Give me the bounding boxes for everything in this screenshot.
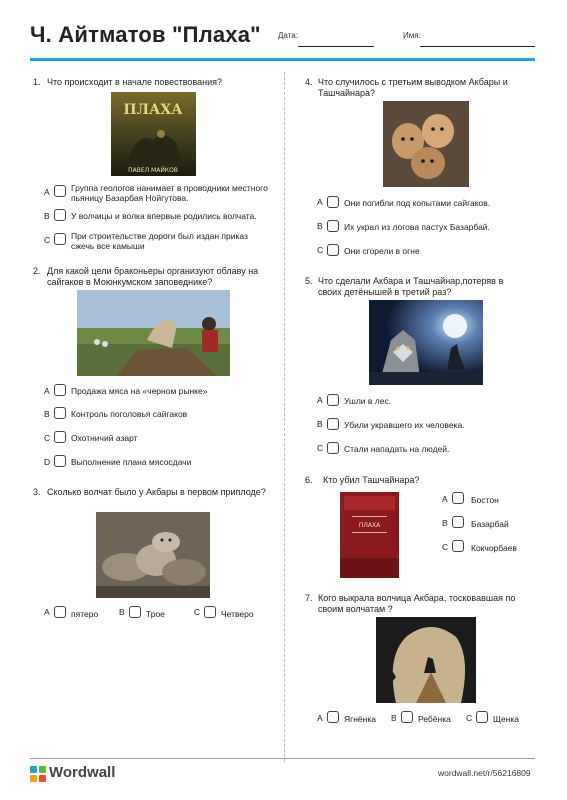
book-cover-image [111,92,196,176]
q1-option-a-letter: A [44,187,50,197]
page-title: Ч. Айтматов "Плаха" [30,22,261,47]
wordwall-logo-icon [30,766,46,782]
book-cover-small-image [340,492,399,578]
q7-option-a-checkbox[interactable] [327,711,339,723]
q6-option-c-text: Кокчорбаев [471,543,517,553]
question-2-number: 2. [33,266,41,276]
q1-option-b-text: У волчицы и волка впервые родились волчата. [71,211,257,221]
q4-option-c-text: Они сгорели в огне [344,246,420,256]
question-6-number: 6. [305,475,313,485]
q2-option-c-checkbox[interactable] [54,431,66,443]
q2-option-d-text: Выполнение плана мясосдачи [71,457,192,467]
wolf-pups-photo [96,512,210,598]
q4-option-c-letter: C [317,245,324,255]
wordwall-logo-text: Wordwall [49,764,116,781]
q4-option-a-text: Они погибли под копытами сайгаков. [344,198,491,208]
q2-option-d-checkbox[interactable] [54,455,66,467]
q3-option-c-checkbox[interactable] [204,606,216,618]
q3-option-b-text: Трое [146,609,165,619]
q2-option-c-text: Охотничий азарт [71,433,138,443]
q7-option-c-letter: C [466,713,473,723]
q4-option-c-checkbox[interactable] [327,244,339,256]
q3-option-b-letter: B [119,607,125,617]
name-field[interactable] [420,46,535,47]
book-cover-author: ПАВЕЛ МАЙКОВ [128,167,178,174]
header-accent-bar [30,58,535,61]
q7-option-c-checkbox[interactable] [476,711,488,723]
q7-option-a-letter: A [317,713,323,723]
q1-option-c-letter: C [44,235,51,245]
q1-option-c-text: При строительстве дороги был издан приказ сжечь все камыши [71,231,248,251]
q6-option-c-checkbox[interactable] [452,540,464,552]
footer-divider [30,758,535,759]
q2-option-a-text: Продажа мяса на «черном рынке» [71,386,208,396]
q4-option-b-text: Их украл из логова пастух Базарбай. [344,222,490,232]
question-1-number: 1. [33,77,41,87]
q6-option-a-checkbox[interactable] [452,492,464,504]
q6-option-a-text: Бостон [471,495,499,505]
q5-option-c-text: Стали нападать на людей. [344,444,450,454]
book-cover-small-title: ПЛАХА [358,522,381,529]
wolf-silhouette-image [376,617,476,703]
q2-option-a-letter: A [44,386,50,396]
q3-option-a-checkbox[interactable] [54,606,66,618]
q5-option-b-checkbox[interactable] [327,418,339,430]
date-field[interactable] [298,46,374,47]
question-4-number: 4. [305,77,313,87]
q7-option-a-text: Ягнёнка [344,714,376,724]
q7-option-b-letter: B [391,713,397,723]
q5-option-a-letter: A [317,395,323,405]
q7-option-c-text: Щенка [493,714,520,724]
question-5-number: 5. [305,276,313,286]
question-2-text: Для какой цели браконьеры организуют облаву на сайгаков в Моюнкумском заповеднике? [47,266,259,287]
q4-option-a-letter: A [317,197,323,207]
q2-option-c-letter: C [44,433,51,443]
q7-option-b-checkbox[interactable] [401,711,413,723]
column-divider [284,72,285,762]
q6-option-b-letter: B [442,518,448,528]
q2-option-b-letter: B [44,409,50,419]
footer-url[interactable]: wordwall.net/r/56216809 [438,768,531,778]
q6-option-b-text: Базарбай [471,519,509,529]
question-7-text: Кого выкрала волчица Акбара, тосковавшая по своим волчатам ? [318,593,516,614]
q6-option-c-letter: C [442,542,449,552]
question-7-number: 7. [305,593,313,603]
q5-option-c-checkbox[interactable] [327,442,339,454]
q1-option-c-checkbox[interactable] [54,233,66,245]
wolf-cubs-photo [383,101,469,187]
q1-option-a-text: Группа геологов нанимает в проводники местного пьяницу Базарбая Нойгутова. [71,183,268,203]
q4-option-a-checkbox[interactable] [327,196,339,208]
wolves-moon-photo [369,300,483,385]
q2-option-a-checkbox[interactable] [54,384,66,396]
question-6-text: Кто убил Ташчайнара? [323,475,420,485]
q2-option-d-letter: D [44,457,51,467]
q6-option-b-checkbox[interactable] [452,516,464,528]
q5-option-b-letter: B [317,419,323,429]
q3-option-a-letter: A [44,607,50,617]
q6-option-a-letter: A [442,494,448,504]
question-4-text: Что случилось с третьим выводком Акбары и Ташчайнара? [318,77,508,98]
q5-option-a-checkbox[interactable] [327,394,339,406]
q7-option-b-text: Ребёнка [418,714,451,724]
q1-option-a-checkbox[interactable] [54,185,66,197]
name-label: Имя: [403,31,421,40]
q5-option-b-text: Убили укравшего их человека. [344,420,465,430]
q2-option-b-checkbox[interactable] [54,407,66,419]
book-cover-title: ПЛАХА [123,102,183,118]
q3-option-b-checkbox[interactable] [129,606,141,618]
q3-option-a-text: пятеро [71,609,99,619]
q4-option-b-checkbox[interactable] [327,220,339,232]
q4-option-b-letter: B [317,221,323,231]
q5-option-a-text: Ушли в лес. [344,396,392,406]
question-1-text: Что происходит в начале повествования? [47,77,222,87]
question-3-number: 3. [33,487,41,497]
saiga-hunt-photo [77,290,230,376]
date-label: Дата: [278,31,298,40]
q1-option-b-letter: B [44,211,50,221]
question-5-text: Что сделали Акбара и Ташчайнар,потеряв в своих детёнышей в третий раз? [318,276,504,297]
q2-option-b-text: Контроль поголовья сайгаков [71,409,188,419]
question-3-text: Сколько волчат было у Акбары в первом приплоде? [47,487,266,497]
q1-option-b-checkbox[interactable] [54,209,66,221]
q5-option-c-letter: C [317,443,324,453]
q3-option-c-text: Четверо [221,609,254,619]
q3-option-c-letter: C [194,607,201,617]
